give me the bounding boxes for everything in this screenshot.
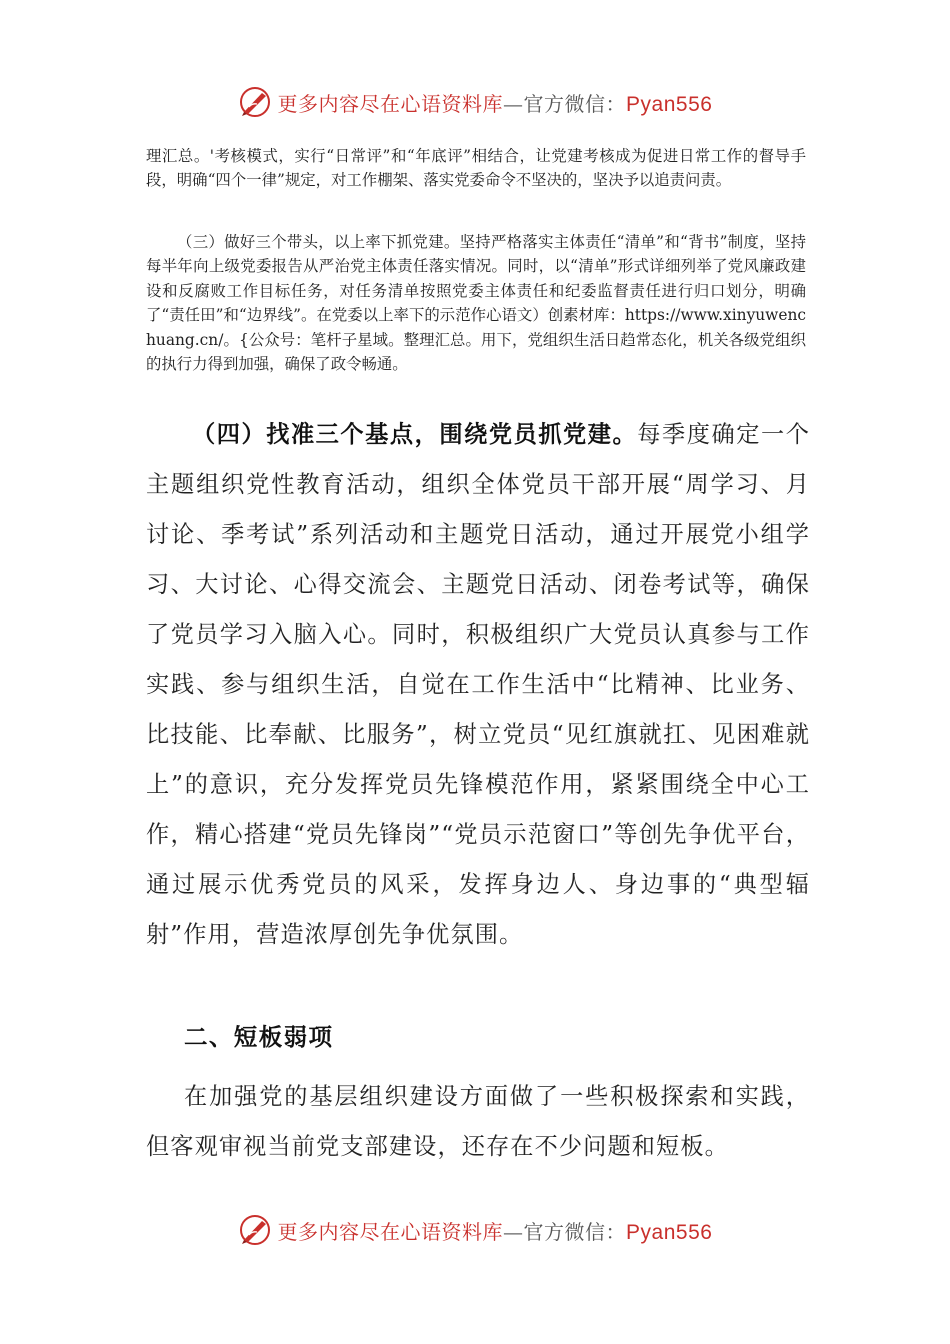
watermark-title: 更多内容尽在心语资料库 bbox=[277, 1219, 504, 1244]
section-4-paragraph bbox=[146, 410, 810, 960]
watermark-wechat-id: Pyan556 bbox=[626, 1220, 713, 1244]
watermark-wechat-label: 官方微信： bbox=[523, 1219, 627, 1244]
section-2-heading: 二、短板弱项 bbox=[184, 1023, 334, 1051]
small-paragraph-2: （三）做好三个带头，以上率下抓党建。坚持严格落实主体责任“清单”和“背书”制度，坚持每半年向上级党委报告从严治党主体责任落实情况。同时，以“清单”形式详细列举了党风廉政建设和反腐败工作目标任务，对任务清单按照党委主体责任和纪委监督责任进行归口划分，明确了“责任田”和“边界线”。在党委以上率下的示范作心语文）创素材库：https://www.xinyuwenchuang.cn/。{公众号：笔杆子星域。整理汇总。用下，党组织生活日趋常态化，机关各级党组织的执行力得到加强，确保了政令畅通。 bbox=[146, 233, 806, 374]
header-watermark-banner bbox=[0, 80, 950, 124]
small-paragraph-1: 理汇总。'考核模式，实行“日常评”和“年底评”相结合，让党建考核成为促进日常工作的督导手段，明确“四个一律”规定，对工作棚架、落实党委命令不坚决的，坚决予以追责问责。 bbox=[146, 147, 806, 190]
section-2-body: 在加强党的基层组织建设方面做了一些积极探索和实践，但客观审视当前党支部建设，还存在不少问题和短板。 bbox=[146, 1083, 810, 1160]
watermark-dash: — bbox=[503, 1219, 524, 1244]
small-paragraph-block-2 bbox=[146, 230, 806, 376]
section-4-heading: （四）找准三个基点，围绕党员抓党建。 bbox=[192, 421, 638, 448]
watermark-wechat-id: Pyan556 bbox=[626, 92, 713, 116]
watermark-dash: — bbox=[503, 91, 524, 116]
watermark-content bbox=[238, 1213, 713, 1247]
pen-circle-logo-icon bbox=[238, 85, 272, 119]
watermark-text bbox=[278, 1216, 713, 1245]
pen-circle-logo-icon bbox=[238, 1213, 272, 1247]
section-4-body: 每季度确定一个主题组织党性教育活动，组织全体党员干部开展“周学习、月讨论、季考试”系列活动和主题党日活动，通过开展党小组学习、大讨论、心得交流会、主题党日活动、闭卷考试等，确保了党员学习入脑入心。同时，积极组织广大党员认真参与工作实践、参与组织生活，自觉在工作生活中“比精神、比业务、比技能、比奉献、比服务”，树立党员“见红旗就扛、见困难就上”的意识，充分发挥党员先锋模范作用，紧紧围绕全中心工作，精心搭建“党员先锋岗”“党员示范窗口”等创先争优平台，通过展示优秀党员的风采，发挥身边人、身边事的“典型辐射”作用，营造浓厚创先争优氛围。 bbox=[146, 421, 810, 948]
watermark-wechat-label: 官方微信： bbox=[523, 91, 627, 116]
watermark-content bbox=[238, 85, 713, 119]
footer-watermark-banner bbox=[0, 1208, 950, 1252]
watermark-title: 更多内容尽在心语资料库 bbox=[277, 91, 504, 116]
small-paragraph-block-1 bbox=[146, 144, 806, 193]
watermark-text bbox=[278, 88, 713, 117]
